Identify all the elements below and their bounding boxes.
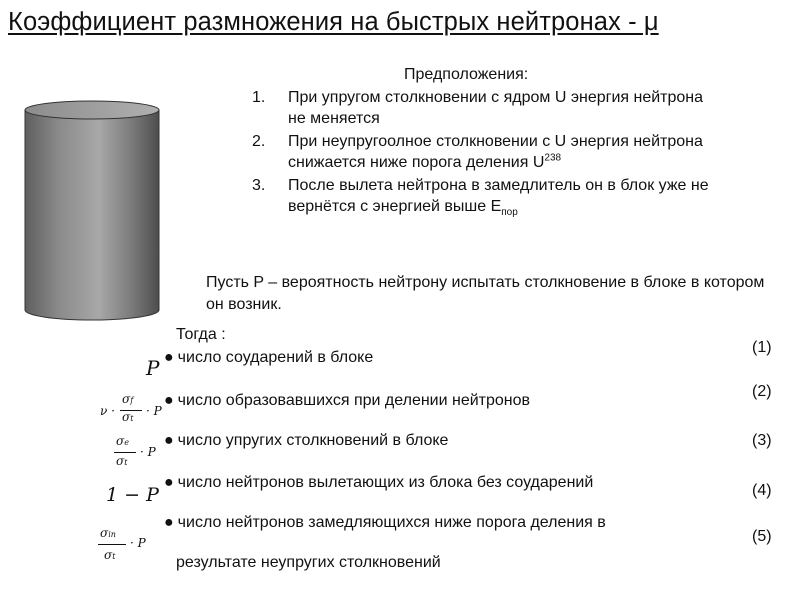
assumptions-heading: Предположения: bbox=[404, 66, 529, 83]
then-label: Тогда : bbox=[176, 326, 226, 343]
list-item-text: число упругих столкновений в блоке bbox=[177, 432, 449, 449]
equation-number: (2) bbox=[752, 383, 772, 400]
premise-text: Пусть P – вероятность нейтрону испытать столкновение в блоке в котором он возник. bbox=[206, 274, 765, 313]
bullet-icon: ● bbox=[164, 392, 174, 409]
equation-number: (1) bbox=[752, 339, 772, 356]
formula-times-p: · P bbox=[140, 445, 156, 459]
formula-sigma-t: σt bbox=[116, 454, 128, 468]
bullet-icon: ● bbox=[164, 432, 174, 449]
list-item bbox=[164, 474, 593, 492]
assumption-text: При упругом столкновении с ядром U энергия нейтрона не меняется bbox=[288, 89, 704, 127]
assumption-item bbox=[252, 175, 712, 217]
assumption-text: После вылета нейтрона в замедлитель он в блок уже не вернётся с энергией выше E bbox=[288, 177, 709, 215]
formula-times-p: · P bbox=[146, 404, 162, 418]
formula-p: P bbox=[146, 356, 160, 380]
list-item-text: число нейтронов вылетающих из блока без соударений bbox=[177, 474, 594, 491]
assumption-text: При неупругоолное столкновении с U энергия нейтрона снижается ниже порога деления U bbox=[288, 133, 703, 171]
list-item-continuation: результате неупругих столкновений bbox=[176, 554, 441, 571]
equation-number: (3) bbox=[752, 432, 772, 449]
isotope-superscript: 238 bbox=[544, 152, 562, 164]
assumptions-list bbox=[252, 87, 712, 219]
equation-number: (4) bbox=[752, 482, 772, 499]
list-item bbox=[164, 432, 448, 450]
fraction-line bbox=[98, 544, 126, 545]
bullet-icon: ● bbox=[164, 474, 174, 491]
cylinder-illustration bbox=[24, 100, 160, 322]
bullet-icon: ● bbox=[164, 514, 174, 531]
slide-title: Коэффициент размножения на быстрых нейтронах - μ bbox=[8, 8, 659, 36]
list-item bbox=[164, 392, 530, 410]
fraction-line bbox=[114, 452, 136, 453]
assumption-item bbox=[252, 87, 712, 129]
formula-sigma-f: σf bbox=[122, 392, 134, 406]
list-item bbox=[164, 349, 373, 367]
assumption-number: 3. bbox=[252, 177, 266, 194]
equation-number: (5) bbox=[752, 528, 772, 545]
list-item-text: число нейтронов замедляющихся ниже порога деления в bbox=[177, 514, 606, 531]
formula-nu: ν · bbox=[100, 404, 115, 418]
formula-sigma-e: σe bbox=[116, 434, 129, 448]
list-item bbox=[164, 514, 606, 532]
threshold-subscript: пор bbox=[501, 207, 518, 219]
formula-sigma-t: σt bbox=[104, 548, 116, 562]
list-item-text: число образовавшихся при делении нейтронов bbox=[177, 392, 531, 409]
bullet-icon: ● bbox=[164, 349, 174, 366]
formula-times-p: · P bbox=[130, 536, 146, 550]
formula-sigma-in: σin bbox=[100, 526, 116, 540]
formula-sigma-t: σt bbox=[122, 410, 134, 424]
formula-one-minus-p: 1 − P bbox=[106, 484, 159, 506]
list-item-text: число соударений в блоке bbox=[177, 349, 374, 366]
assumption-item bbox=[252, 131, 712, 173]
assumption-number: 1. bbox=[252, 89, 266, 106]
assumption-number: 2. bbox=[252, 133, 266, 150]
